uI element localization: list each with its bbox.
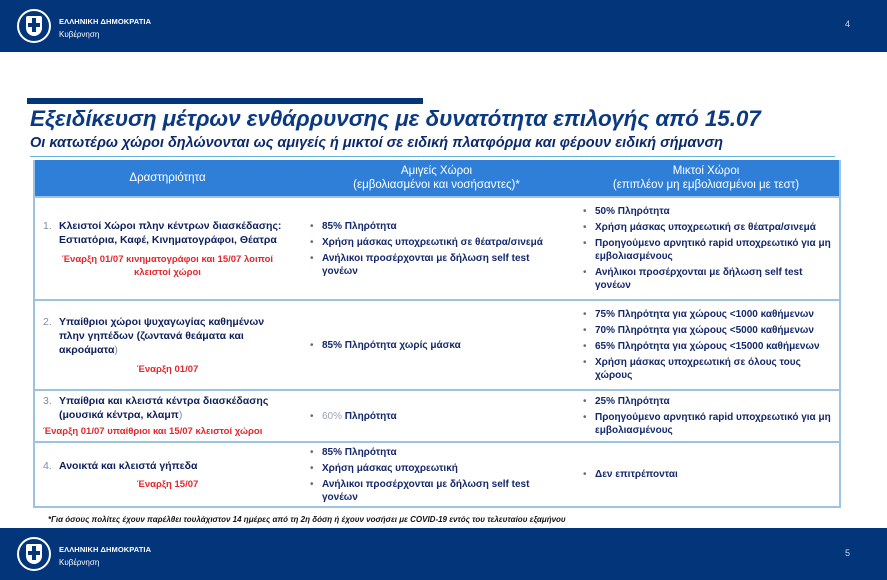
header-pure-label: Αμιγείς Χώροι	[400, 165, 473, 177]
occupancy-label: Πληρότητα	[344, 410, 397, 422]
footer-brand	[59, 545, 151, 567]
list-item: • Ανήλικοι προσέρχονται με δήλωση self test γονέων	[308, 252, 565, 278]
activity-paren: )	[114, 343, 118, 356]
list-item: • 50% Πληρότητα	[581, 205, 831, 218]
table-row	[35, 198, 839, 301]
list-item: • Χρήση μάσκας υποχρεωτική	[308, 462, 565, 475]
list-item: • 85% Πληρότητα	[308, 446, 565, 459]
list-item: • 65% Πληρότητα για χώρους <15000 καθήμενων	[581, 340, 831, 353]
header-pure-sublabel: (εμβολιασμένοι και νοσήσαντες)*	[353, 179, 520, 191]
activity-text: Υπαίθριοι χώροι ψυχαγωγίας καθημένων πλην γηπέδων (ζωντανά θεάματα και ακροάματα	[59, 315, 265, 356]
table-row	[35, 301, 839, 391]
start-date: Έναρξη 01/07 υπαίθριοι και 15/07 κλειστοί χώροι	[43, 426, 263, 437]
header-pure-spaces	[300, 160, 573, 196]
header-mixed-spaces	[573, 160, 839, 196]
activity-cell	[35, 301, 300, 389]
mixed-cell	[573, 198, 839, 299]
list-item	[308, 410, 565, 423]
header-activity-label: Δραστηριότητα	[129, 172, 206, 184]
header-brand	[59, 17, 151, 39]
page-number: 4	[845, 19, 851, 29]
pure-cell	[300, 443, 573, 506]
pure-cell	[300, 301, 573, 389]
list-item: • 25% Πληρότητα	[581, 395, 831, 408]
activity-cell	[35, 443, 300, 506]
slide-subtitle: Οι κατωτέρω χώροι δηλώνονται ως αμιγείς ή μικτοί σε ειδική πλατφόρμα και φέρουν ειδική σήμανση	[30, 135, 723, 151]
list-item: • 85% Πληρότητα χωρίς μάσκα	[308, 339, 565, 352]
activity-cell	[35, 198, 300, 299]
greek-emblem-icon	[17, 537, 51, 571]
header-mixed-sublabel: (επιπλέον μη εμβολιασμένοι με τεστ)	[612, 179, 800, 191]
slide-title: Εξειδίκευση μέτρων ενθάρρυνσης με δυνατότητα επιλογής από 15.07	[30, 106, 761, 131]
activity-text: Υπαίθρια και κλειστά κέντρα διασκέδασης (μουσικά κέντρα, κλαμπ	[59, 395, 269, 421]
header-activity	[35, 160, 300, 196]
title-divider	[30, 156, 835, 157]
brand-subtitle: Κυβέρνηση	[59, 30, 100, 39]
row-number: 3.	[43, 395, 52, 407]
list-item: • Προηγούμενο αρνητικό rapid υποχρεωτικό για μη εμβολιασμένους	[581, 411, 831, 437]
mixed-cell	[573, 301, 839, 389]
activity-text: Κλειστοί Χώροι πλην κέντρων διασκέδασης: Εστιατόρια, Καφέ, Κινηματογράφοι, Θέατρα	[59, 219, 282, 246]
row-number: 1.	[43, 219, 52, 232]
measures-table	[33, 160, 841, 508]
start-date: Έναρξη 01/07	[136, 363, 199, 375]
header-mixed-label: Μικτοί Χώροι	[672, 165, 740, 177]
brand-subtitle: Κυβέρνηση	[59, 558, 100, 567]
list-item: • Δεν επιτρέπονται	[581, 468, 831, 481]
activity-cell	[35, 391, 300, 441]
row-number: 4.	[43, 459, 52, 472]
start-date: Έναρξη 15/07	[136, 478, 199, 490]
activity-text: Ανοικτά και κλειστά γήπεδα	[59, 459, 198, 472]
brand-name: ΕΛΛΗΝΙΚΗ ΔΗΜΟΚΡΑΤΙΑ	[59, 545, 152, 554]
list-item: • 75% Πληρότητα για χώρους <1000 καθήμενων	[581, 308, 831, 321]
brand-name: ΕΛΛΗΝΙΚΗ ΔΗΜΟΚΡΑΤΙΑ	[59, 17, 152, 26]
list-item: • Χρήση μάσκας υποχρεωτική σε θέατρα/σινεμά	[308, 236, 565, 249]
greek-emblem-icon	[17, 9, 51, 43]
start-date: Έναρξη 01/07 κινηματογράφοι και 15/07 λοιποί κλειστοί χώροι	[61, 253, 274, 278]
list-item: • 85% Πληρότητα	[308, 220, 565, 233]
mixed-cell	[573, 391, 839, 441]
table-header	[35, 160, 839, 198]
footnote: *Για όσους πολίτες έχουν παρέλθει τουλάχιστον 14 ημέρες από τη 2η δόση ή έχουν νοσήσει με COVID-19 εντός του τελευταίου εξαμήνου	[48, 515, 566, 524]
pure-cell	[300, 391, 573, 441]
mixed-cell	[573, 443, 839, 506]
list-item: • Ανήλικοι προσέρχονται με δήλωση self test γονέων	[581, 266, 831, 292]
list-item: • Προηγούμενο αρνητικό rapid υποχρεωτικό για μη εμβολιασμένους	[581, 237, 831, 263]
activity-paren: )	[178, 409, 183, 421]
page-number: 5	[845, 548, 851, 558]
table-row	[35, 391, 839, 443]
pure-cell	[300, 198, 573, 299]
footer-bar	[0, 528, 887, 580]
list-item: • 70% Πληρότητα για χώρους <5000 καθήμενων	[581, 324, 831, 337]
list-item: • Χρήση μάσκας υποχρεωτική σε όλους τους χώρους	[581, 356, 831, 382]
list-item: • Ανήλικοι προσέρχονται με δήλωση self test γονέων	[308, 478, 565, 504]
list-item: • Χρήση μάσκας υποχρεωτική σε θέατρα/σινεμά	[581, 221, 831, 234]
title-accent-bar	[27, 98, 423, 104]
header-bar	[0, 0, 887, 52]
table-row	[35, 443, 839, 508]
occupancy-percent: 60%	[322, 410, 343, 422]
row-number: 2.	[43, 315, 52, 328]
